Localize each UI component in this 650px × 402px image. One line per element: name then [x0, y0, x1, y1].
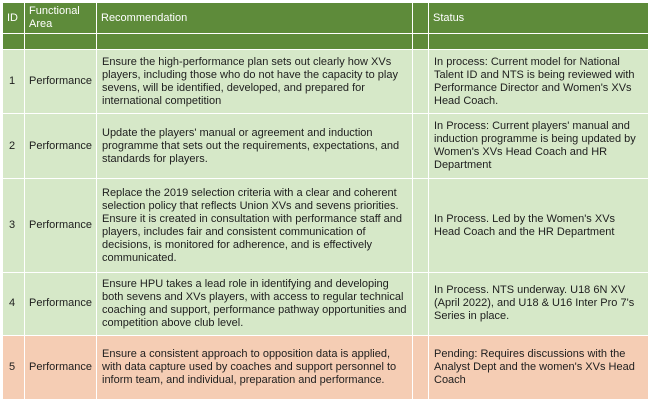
row-gap	[413, 178, 429, 273]
row-status: Pending: Requires discussions with the Analyst Dept and the women's XVs Head Coach	[429, 335, 649, 399]
row-functional-area: Performance	[25, 335, 97, 399]
row-gap	[413, 335, 429, 399]
row-gap	[413, 50, 429, 114]
row-gap	[413, 114, 429, 178]
recommendations-table	[2, 2, 649, 400]
row-functional-area: Performance	[25, 114, 97, 178]
row-functional-area: Performance	[25, 273, 97, 335]
row-recommendation: Ensure a consistent approach to opposition data is applied, with data capture used by coaches and support personnel to inform team, and individual, preparation and performance.	[97, 335, 413, 399]
row-id: 1	[3, 50, 25, 114]
row-id: 4	[3, 273, 25, 335]
header-spacer-row	[3, 34, 649, 50]
table-row	[3, 273, 649, 335]
row-functional-area: Performance	[25, 178, 97, 273]
row-recommendation: Ensure HPU takes a lead role in identifying and developing both sevens and XVs players, with access to regular technical coaching and support, performance pathway opportunities and competition above club level.	[97, 273, 413, 335]
header-status: Status	[429, 3, 649, 34]
table-row	[3, 114, 649, 178]
row-functional-area: Performance	[25, 50, 97, 114]
row-id: 2	[3, 114, 25, 178]
table-row	[3, 178, 649, 273]
row-status: In Process. Led by the Women's XVs Head Coach and the HR Department	[429, 178, 649, 273]
table-row	[3, 50, 649, 114]
header-recommendation: Recommendation	[97, 3, 413, 34]
spacer-cell	[25, 34, 97, 50]
row-recommendation: Ensure the high-performance plan sets out clearly how XVs players, including those who do not have the capacity to play sevens, will be identified, developed, and prepared for international competition	[97, 50, 413, 114]
row-id: 5	[3, 335, 25, 399]
row-status: In process: Current model for National Talent ID and NTS is being reviewed with Performance Director and Women's XVs Head Coach.	[429, 50, 649, 114]
row-id: 3	[3, 178, 25, 273]
row-status: In Process. NTS underway. U18 6N XV (April 2022), and U18 & U16 Inter Pro 7's Series in place.	[429, 273, 649, 335]
header-row	[3, 3, 649, 34]
row-status: In Process: Current players' manual and induction programme is being updated by Women's XVs Head Coach and HR Department	[429, 114, 649, 178]
row-gap	[413, 273, 429, 335]
table-row	[3, 335, 649, 399]
spacer-cell	[413, 34, 429, 50]
header-gap	[413, 3, 429, 34]
spacer-cell	[97, 34, 413, 50]
row-recommendation: Replace the 2019 selection criteria with a clear and coherent selection policy that reflects Union XVs and sevens priorities. Ensure it is created in consultation with performance staff and players, includes fair and consistent communication of decisions, is monitored for adherence, and is effectively communicated.	[97, 178, 413, 273]
spacer-cell	[429, 34, 649, 50]
row-recommendation: Update the players' manual or agreement and induction programme that sets out the requirements, expectations, and standards for players.	[97, 114, 413, 178]
spacer-cell	[3, 34, 25, 50]
header-functional-area: Functional Area	[25, 3, 97, 34]
header-id: ID	[3, 3, 25, 34]
